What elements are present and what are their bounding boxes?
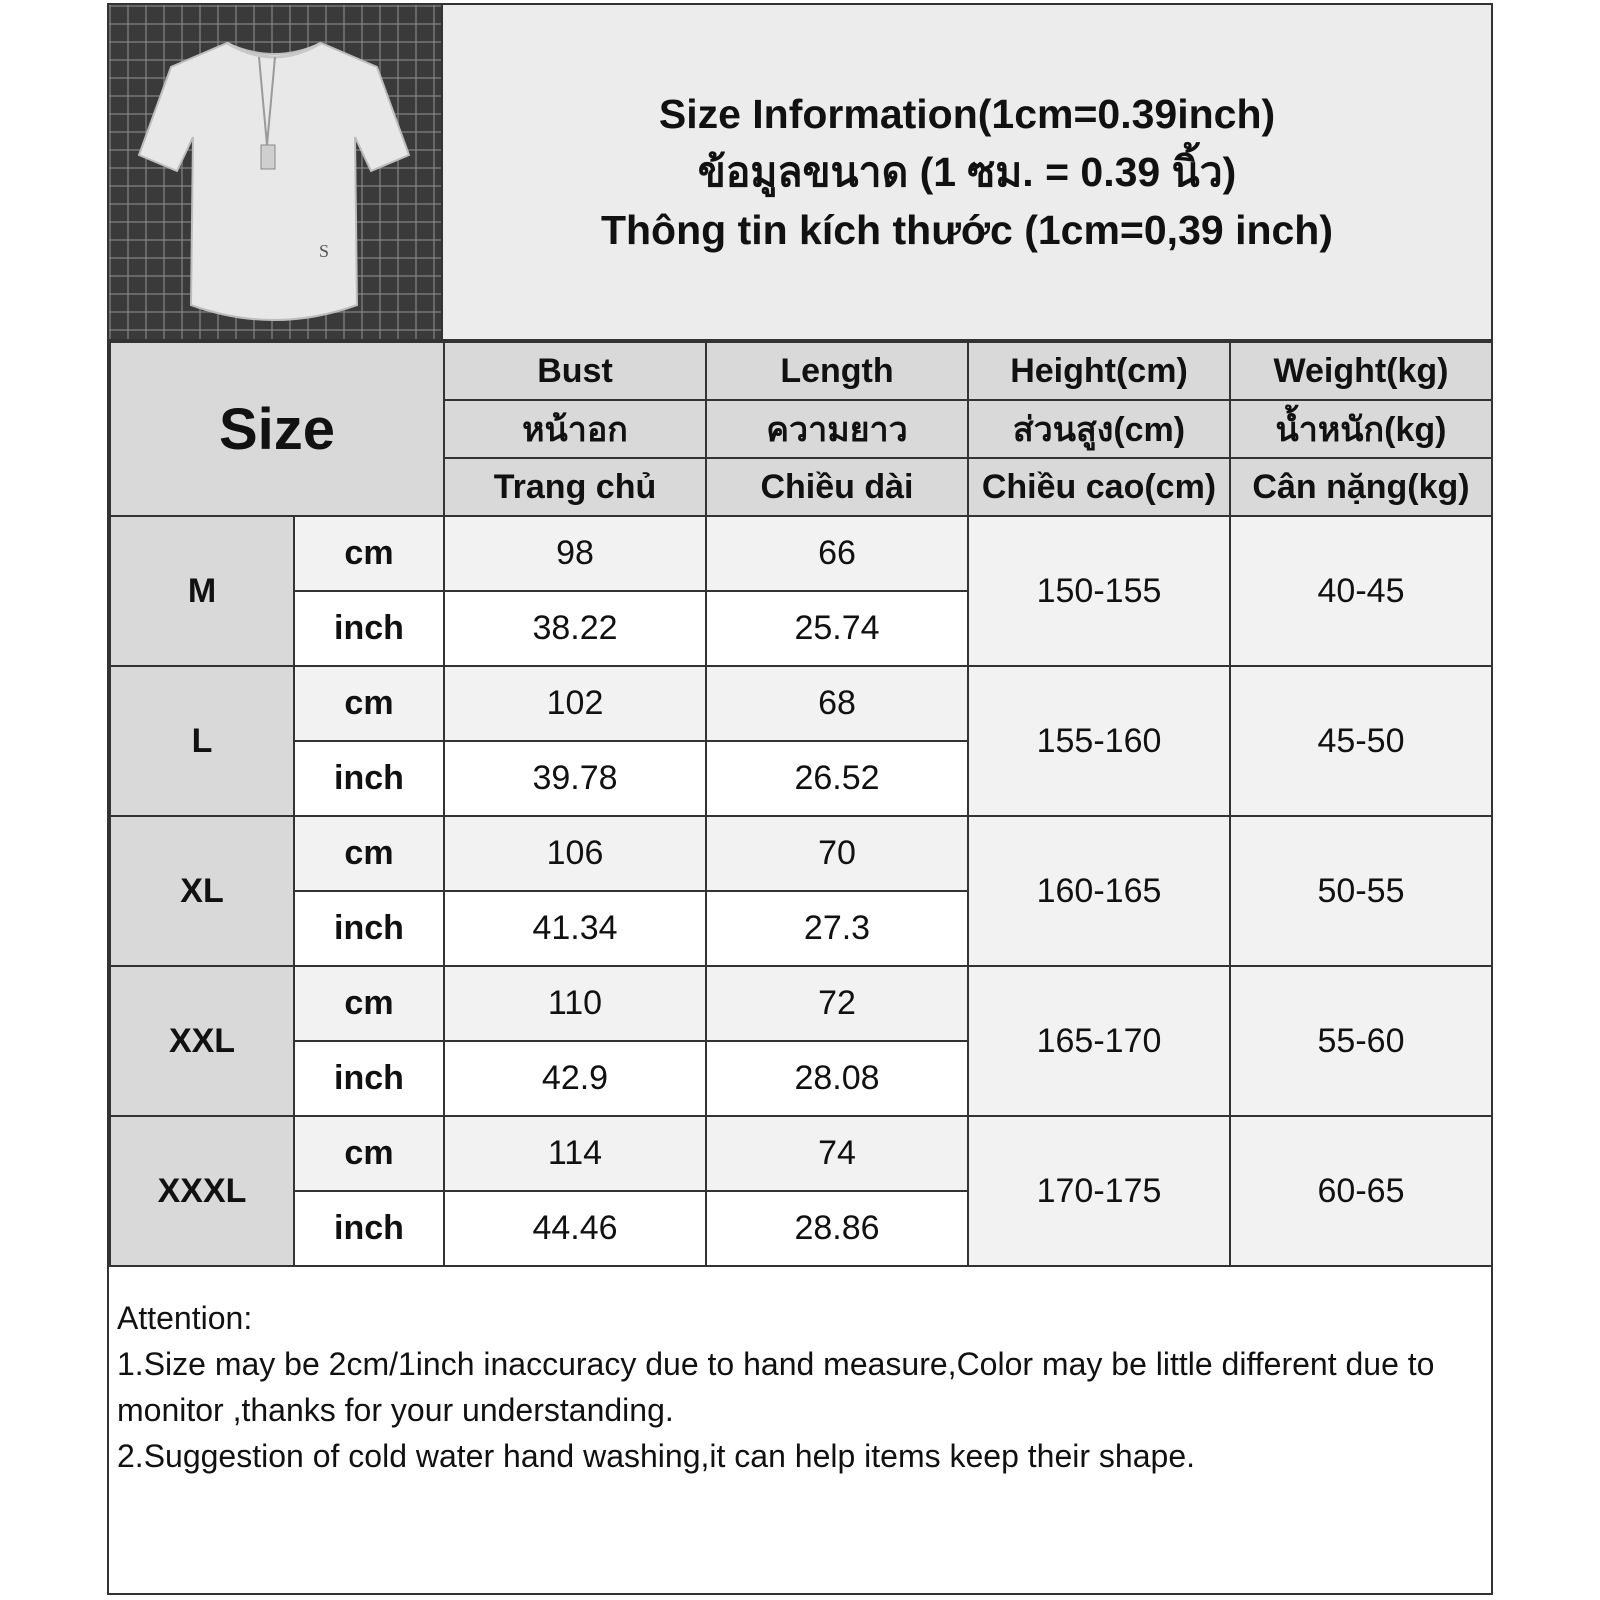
unit-inch: inch [294,741,444,816]
length-inch-value: 28.08 [706,1041,968,1116]
product-photo [109,5,443,341]
length-cm-value: 70 [706,816,968,891]
bust-inch-value: 44.46 [444,1191,706,1266]
chest-logo-text: S [319,241,330,261]
bust-inch-value: 38.22 [444,591,706,666]
col-bust-en: Bust [444,342,706,400]
length-inch-value: 27.3 [706,891,968,966]
title-english: Size Information(1cm=0.39inch) [658,91,1276,137]
height-range: 150-155 [968,516,1230,666]
unit-cm: cm [294,1116,444,1191]
weight-range: 50-55 [1230,816,1492,966]
bust-cm-value: 110 [444,966,706,1041]
size-row-cm [110,516,1492,591]
unit-cm: cm [294,516,444,591]
col-weight-th: น้ำหนัก(kg) [1230,400,1492,458]
bust-cm-value: 98 [444,516,706,591]
unit-inch: inch [294,1191,444,1266]
tshirt-icon [109,5,439,337]
col-length-th: ความยาว [706,400,968,458]
title-thai: ข้อมูลขนาด (1 ซม. = 0.39 นิ้ว) [697,149,1237,195]
unit-cm: cm [294,816,444,891]
unit-cm: cm [294,666,444,741]
size-label: L [110,666,294,816]
bust-cm-value: 102 [444,666,706,741]
size-label: M [110,516,294,666]
bust-cm-value: 114 [444,1116,706,1191]
size-row-cm [110,966,1492,1041]
size-table [109,341,1493,1267]
unit-inch: inch [294,1041,444,1116]
attention-notes [109,1289,1491,1485]
length-cm-value: 72 [706,966,968,1041]
header-row-english [110,342,1492,400]
title-box [443,5,1491,341]
size-row-cm [110,1116,1492,1191]
col-bust-vi: Trang chủ [444,458,706,516]
length-cm-value: 74 [706,1116,968,1191]
unit-cm: cm [294,966,444,1041]
size-heading: Size [110,342,444,516]
size-row-cm [110,816,1492,891]
col-length-vi: Chiều dài [706,458,968,516]
col-bust-th: หน้าอก [444,400,706,458]
size-chart-sheet [107,3,1493,1595]
length-inch-value: 25.74 [706,591,968,666]
length-inch-value: 26.52 [706,741,968,816]
notes-heading: Attention: [117,1300,253,1336]
weight-range: 55-60 [1230,966,1492,1116]
notes-line-2: 2.Suggestion of cold water hand washing,it can help items keep their shape. [117,1438,1195,1474]
length-cm-value: 68 [706,666,968,741]
bust-inch-value: 42.9 [444,1041,706,1116]
height-range: 170-175 [968,1116,1230,1266]
bust-cm-value: 106 [444,816,706,891]
col-length-en: Length [706,342,968,400]
weight-range: 60-65 [1230,1116,1492,1266]
col-weight-en: Weight(kg) [1230,342,1492,400]
bust-inch-value: 39.78 [444,741,706,816]
col-height-vi: Chiều cao(cm) [968,458,1230,516]
notes-line-1: 1.Size may be 2cm/1inch inaccuracy due to hand measure,Color may be little different due to monitor ,thanks for your understanding. [117,1346,1435,1428]
size-label: XXXL [110,1116,294,1266]
col-weight-vi: Cân nặng(kg) [1230,458,1492,516]
height-range: 155-160 [968,666,1230,816]
height-range: 165-170 [968,966,1230,1116]
size-label: XL [110,816,294,966]
title-vietnamese: Thông tin kích thước (1cm=0,39 inch) [600,207,1334,253]
weight-range: 40-45 [1230,516,1492,666]
weight-range: 45-50 [1230,666,1492,816]
length-inch-value: 28.86 [706,1191,968,1266]
unit-inch: inch [294,891,444,966]
unit-inch: inch [294,591,444,666]
bust-inch-value: 41.34 [444,891,706,966]
size-row-cm [110,666,1492,741]
col-height-en: Height(cm) [968,342,1230,400]
col-height-th: ส่วนสูง(cm) [968,400,1230,458]
size-label: XXL [110,966,294,1116]
height-range: 160-165 [968,816,1230,966]
length-cm-value: 66 [706,516,968,591]
